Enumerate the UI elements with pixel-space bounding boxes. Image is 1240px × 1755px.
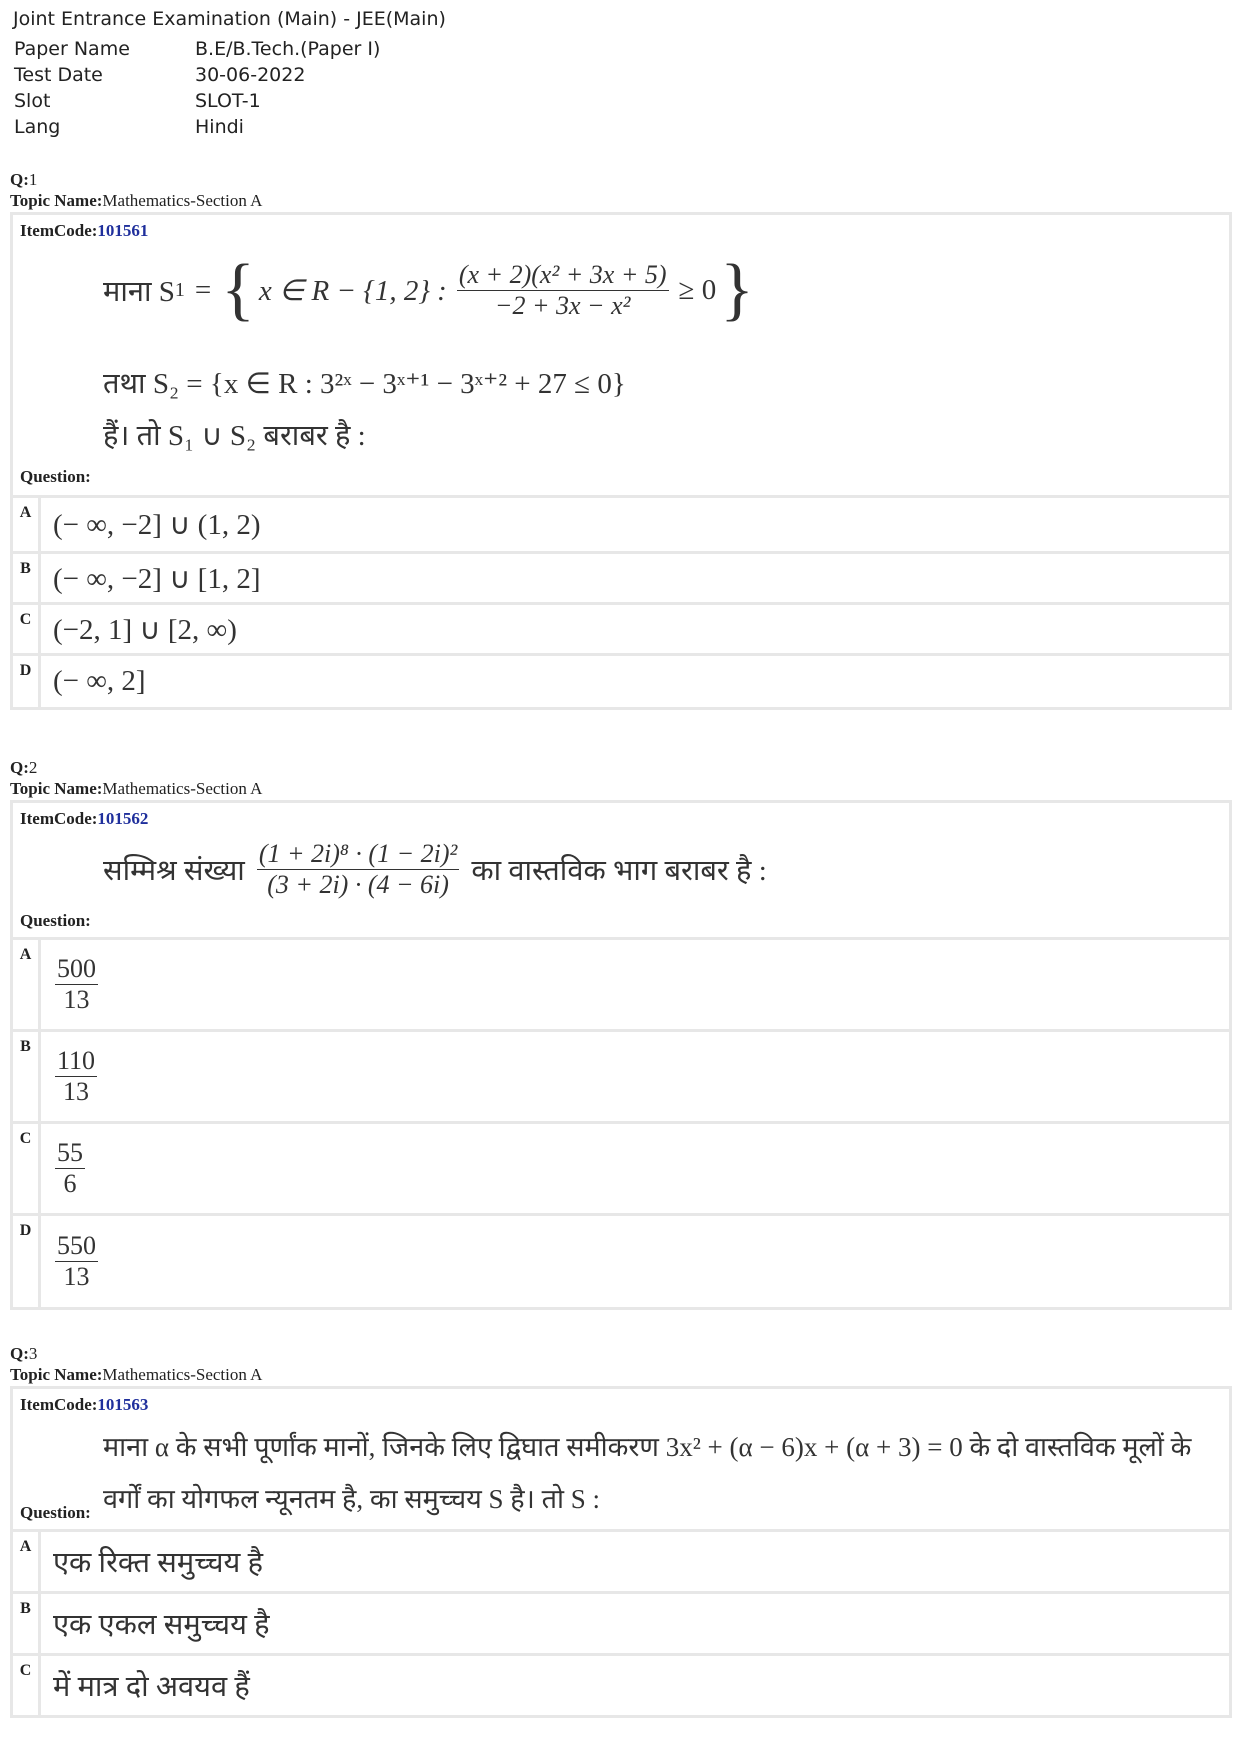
option-text: $\frac{500}{13}$	[57, 954, 96, 1014]
option-label: D	[13, 656, 41, 707]
option-d[interactable]	[10, 656, 1232, 710]
exam-title: Joint Entrance Examination (Main) - JEE(Main)	[13, 8, 446, 30]
option-text: एक रिक्त समुच्चय है	[53, 1547, 264, 1579]
option-text: एक एकल समुच्चय है	[53, 1609, 270, 1641]
question-box	[10, 1386, 1232, 1532]
option-c[interactable]	[10, 1124, 1232, 1216]
option-text: (− ∞, −2] ∪ (1, 2)	[53, 509, 261, 541]
option-text: $\frac{110}{13}$	[57, 1046, 96, 1106]
item-code: ItemCode:101563	[20, 1395, 149, 1414]
option-text: $\frac{55}{6}$	[57, 1138, 83, 1198]
item-code: ItemCode:101561	[20, 221, 149, 240]
option-label: A	[13, 940, 41, 1029]
option-label: A	[13, 498, 41, 551]
meta-row	[13, 36, 446, 62]
question-stem: सम्मिश्र संख्या $\frac{\text{(1 + 2i)⁸ · (1 − 2i)²}}{(3 + 2i) \cdot (4 - 6i)}$ का वास्तविक भाग बराबर है :	[103, 839, 767, 899]
meta-value: SLOT-1	[195, 90, 261, 112]
option-text: (− ∞, −2] ∪ [1, 2]	[53, 562, 261, 595]
meta-label: Lang	[14, 116, 61, 138]
topic-name: Topic Name:Mathematics-Section A	[10, 779, 263, 798]
question-1	[10, 170, 1232, 710]
question-label: Question:	[20, 911, 91, 930]
meta-row	[13, 114, 446, 140]
meta-value: 30-06-2022	[195, 64, 306, 86]
question-stem-line2: वर्गों का योगफल न्यूनतम है, का समुच्चय S है। तो S :	[103, 1484, 600, 1514]
question-2	[10, 758, 1232, 1310]
option-text: (−2, 1] ∪ [2, ∞)	[53, 613, 237, 646]
question-box	[10, 212, 1232, 498]
question-box	[10, 800, 1232, 940]
topic-name: Topic Name:Mathematics-Section A	[10, 1365, 263, 1384]
question-stem-line3: हैं। तो S₁ ∪ S₂ बराबर है :	[103, 420, 366, 452]
option-b[interactable]	[10, 1594, 1232, 1656]
topic-name: Topic Name:Mathematics-Section A	[10, 191, 263, 210]
option-label: D	[13, 1216, 41, 1307]
question-label: Question:	[20, 1503, 91, 1522]
question-label: Question:	[20, 467, 91, 486]
question-stem-line1: माना S 1 = { x ∈ R − {1, 2} : $\frac{\text{(x + 2)(x² + 3x + 5)}}{\text{−2 + 3x − x²}}$ ≥ 0 }	[103, 251, 754, 328]
option-label: C	[13, 1656, 41, 1715]
question-number: Q:3	[10, 1344, 38, 1363]
meta-label: Paper Name	[14, 38, 130, 60]
meta-label: Test Date	[14, 64, 103, 86]
option-label: B	[13, 1032, 41, 1121]
option-a[interactable]	[10, 1532, 1232, 1594]
question-stem-line2: तथा S₂ = {x ∈ R : 3²ˣ − 3ˣ⁺¹ − 3ˣ⁺² + 27 ≤ 0}	[103, 368, 626, 400]
meta-row	[13, 88, 446, 114]
option-b[interactable]	[10, 1032, 1232, 1124]
option-text: में मात्र दो अवयव हैं	[53, 1671, 250, 1703]
option-c[interactable]	[10, 1656, 1232, 1718]
option-text: $\frac{550}{13}$	[57, 1231, 96, 1291]
meta-value: B.E/B.Tech.(Paper I)	[195, 38, 381, 60]
option-label: C	[13, 605, 41, 653]
meta-row	[13, 62, 446, 88]
option-label: A	[13, 1532, 41, 1591]
item-code: ItemCode:101562	[20, 809, 149, 828]
option-c[interactable]	[10, 605, 1232, 656]
option-label: C	[13, 1124, 41, 1213]
option-label: B	[13, 554, 41, 602]
question-3	[10, 1344, 1232, 1718]
option-a[interactable]	[10, 940, 1232, 1032]
option-label: B	[13, 1594, 41, 1653]
option-d[interactable]	[10, 1216, 1232, 1310]
option-b[interactable]	[10, 554, 1232, 605]
meta-value: Hindi	[195, 116, 244, 138]
question-number: Q:2	[10, 758, 38, 777]
option-text: (− ∞, 2]	[53, 665, 146, 697]
option-a[interactable]	[10, 498, 1232, 554]
meta-label: Slot	[14, 90, 51, 112]
question-stem-line1: माना α के सभी पूर्णांक मानों, जिनके लिए द्विघात समीकरण 3x² + (α − 6)x + (α + 3) = 0 के दो वास्तविक मूलों के	[103, 1432, 1192, 1462]
question-number: Q:1	[10, 170, 38, 189]
paper-header	[13, 8, 446, 140]
